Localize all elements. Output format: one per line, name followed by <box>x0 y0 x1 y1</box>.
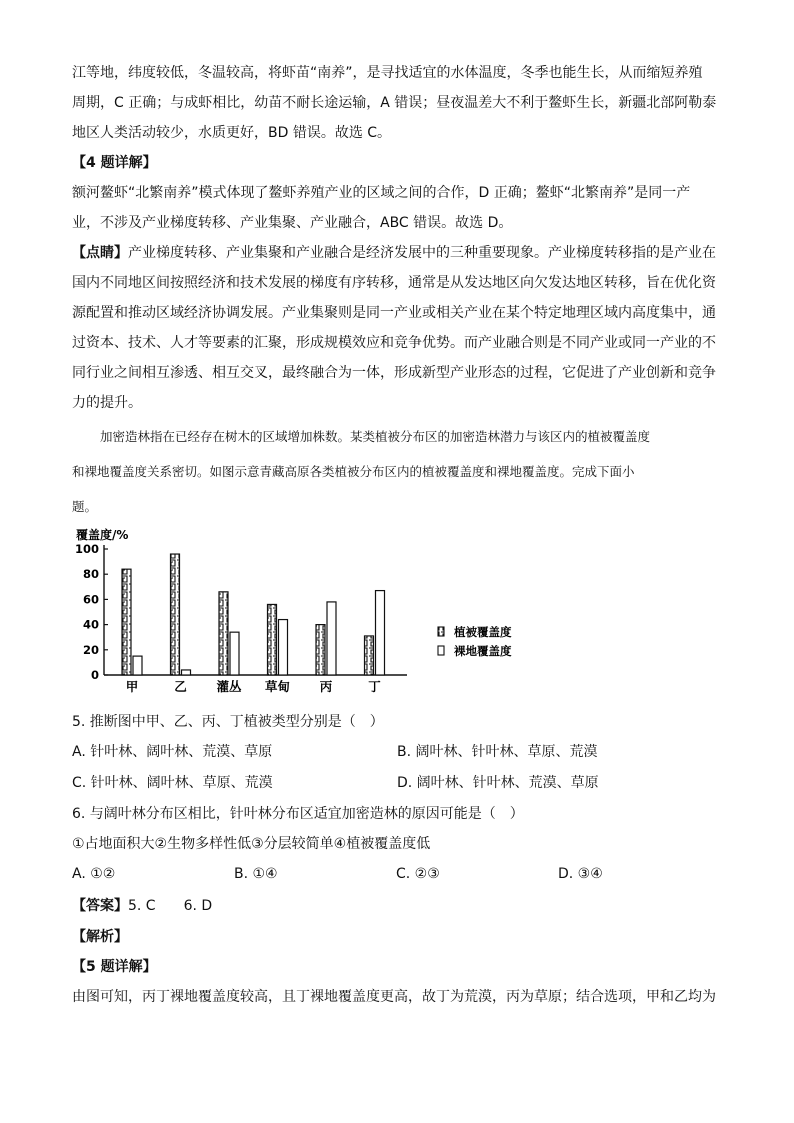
bar-vegetation <box>171 554 180 675</box>
bar-bare-ground <box>376 591 385 675</box>
text-line: 周期，C 正确；与成虾相比，幼苗不耐长途运输，A 错误；昼夜温差大不利于鳌虾生长，新疆北部阿勒泰 <box>72 95 717 111</box>
y-tick-label: 80 <box>82 567 99 582</box>
y-tick-label: 20 <box>82 642 99 657</box>
q6-option-a[interactable]: A. ①② <box>72 866 116 882</box>
y-tick-label: 100 <box>74 542 99 556</box>
q6-option-c[interactable]: C. ②③ <box>396 866 440 882</box>
y-axis-label: 覆盖度/% <box>76 528 129 542</box>
q4-heading: 【4 题详解】 <box>72 155 157 171</box>
y-tick-label: 60 <box>82 592 99 607</box>
q5-options-row2 <box>72 768 722 799</box>
bar-vegetation <box>365 636 374 675</box>
page-content <box>72 58 722 1012</box>
text-line: 产业梯度转移、产业集聚和产业融合是经济发展中的三种重要现象。产业梯度转移指的是产业在 <box>128 245 716 261</box>
question-intro <box>72 420 722 523</box>
tip-paragraph <box>72 238 722 268</box>
intro-line: 题。 <box>72 499 98 514</box>
legend-swatch <box>438 627 444 636</box>
text-line: 业，不涉及产业梯度转移、产业集聚、产业融合，ABC 错误。故选 D。 <box>72 215 513 231</box>
bar-bare-ground <box>279 620 288 675</box>
q5-option-d[interactable]: D. 阔叶林、针叶林、荒漠、草原 <box>397 775 599 791</box>
text-line: 地区人类活动较少，水质更好，BD 错误。故选 C。 <box>72 125 392 141</box>
answer-6: 6. D <box>183 898 213 914</box>
answer-label: 【答案】 <box>72 898 128 914</box>
q5-heading: 【5 题详解】 <box>72 959 157 975</box>
x-tick-label: 丁 <box>368 679 381 694</box>
x-tick-label: 乙 <box>174 679 187 694</box>
text-line: 额河鳌虾“北繁南养”模式体现了鳌虾养殖产业的区域之间的合作，D 正确；鳌虾“北繁南养”是同一产 <box>72 185 691 201</box>
bar-vegetation <box>316 625 325 675</box>
q5-option-a[interactable]: A. 针叶林、阔叶林、荒漠、草原 <box>72 744 273 760</box>
y-tick-label: 40 <box>82 617 99 632</box>
q5-stem: 5. 推断图中甲、乙、丙、丁植被类型分别是（ ） <box>72 714 384 730</box>
bar-vegetation <box>122 569 131 675</box>
q6-statement: ①占地面积大②生物多样性低③分层较简单④植被覆盖度低 <box>72 836 431 852</box>
bar-bare-ground <box>182 670 191 675</box>
coverage-chart <box>72 527 722 707</box>
text-line: 力的提升。 <box>72 395 142 411</box>
answer-5: 5. C <box>128 898 156 914</box>
bar-bare-ground <box>133 656 142 675</box>
bar-vegetation <box>219 592 228 675</box>
text-line: 由图可知，丙丁裸地覆盖度较高，且丁裸地覆盖度更高，故丁为荒漠，丙为草原；结合选项，甲和乙均为 <box>72 989 716 1005</box>
y-tick-label: 0 <box>90 668 99 682</box>
q6-option-b[interactable]: B. ①④ <box>234 866 278 882</box>
answer-line <box>72 890 722 922</box>
q6-options <box>72 859 722 890</box>
x-tick-label: 灌丛 <box>216 679 242 694</box>
bar-bare-ground <box>230 632 239 675</box>
bar-chart-svg <box>72 527 722 707</box>
x-tick-label: 丙 <box>319 679 333 694</box>
legend-swatch <box>438 646 444 655</box>
tip-label: 【点睛】 <box>72 245 128 261</box>
legend-label: 裸地覆盖度 <box>454 644 512 658</box>
q6-stem: 6. 与阔叶林分布区相比，针叶林分布区适宜加密造林的原因可能是（ ） <box>72 806 524 822</box>
analysis-heading: 【解析】 <box>72 929 128 945</box>
text-line: 江等地，纬度较低，冬温较高，将虾苗“南养”，是寻找适宜的水体温度，冬季也能生长，从而缩短养殖 <box>72 65 703 81</box>
text-line: 同行业之间相互渗透、相互交叉，最终融合为一体，形成新型产业形态的过程，它促进了产业创新和竞争 <box>72 365 716 381</box>
x-tick-label: 甲 <box>125 679 139 694</box>
legend-label: 植被覆盖度 <box>454 625 512 639</box>
intro-line: 和裸地覆盖度关系密切。如图示意青藏高原各类植被分布区内的植被覆盖度和裸地覆盖度。完成下面小 <box>72 464 635 479</box>
q5-options-row1 <box>72 737 722 768</box>
bar-vegetation <box>268 604 277 675</box>
text-line: 过资本、技术、人才等要素的汇聚，形成规模效应和竞争优势。而产业融合则是不同产业或同一产业的不 <box>72 335 716 351</box>
text-line: 国内不同地区间按照经济和技术发展的梯度有序转移，通常是从发达地区向欠发达地区转移，旨在优化资 <box>72 275 716 291</box>
q5-option-b[interactable]: B. 阔叶林、针叶林、草原、荒漠 <box>397 744 598 760</box>
q5-option-c[interactable]: C. 针叶林、阔叶林、草原、荒漠 <box>72 775 273 791</box>
intro-line: 加密造林指在已经存在树木的区域增加株数。某类植被分布区的加密造林潜力与该区内的植被覆盖度 <box>100 429 651 444</box>
bar-bare-ground <box>327 602 336 675</box>
q6-option-d[interactable]: D. ③④ <box>558 866 603 882</box>
text-line: 源配置和推动区域经济协调发展。产业集聚则是同一产业或相关产业在某个特定地理区域内高度集中，通 <box>72 305 716 321</box>
x-tick-label: 草甸 <box>264 679 291 694</box>
